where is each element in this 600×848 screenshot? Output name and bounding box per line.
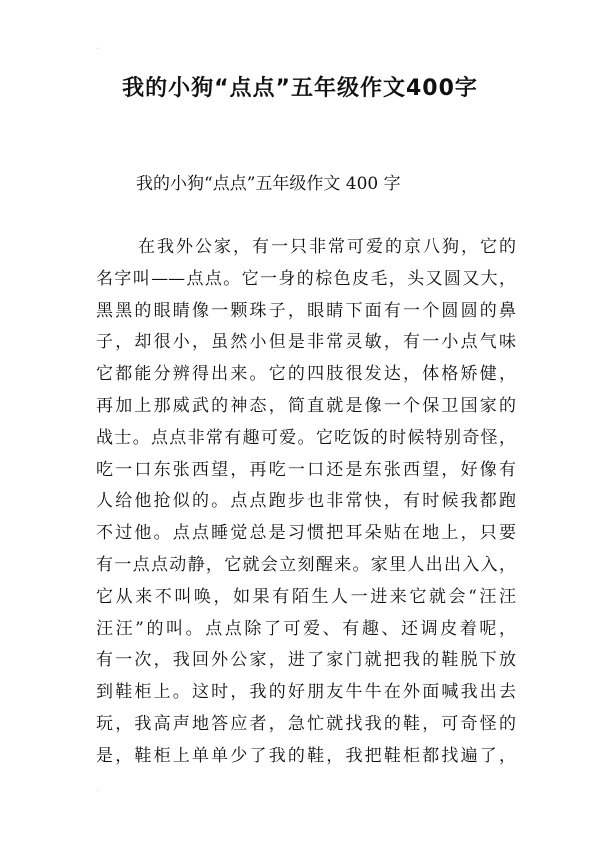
text-line: 在我外公家，有一只非常可爱的京八狗，它的 bbox=[138, 237, 516, 257]
text-line: 子，却很小，虽然小但是非常灵敏，有一小点气味 bbox=[96, 332, 516, 353]
text-line: 它都能分辨得出来。它的四肢很发达，体格矫健， bbox=[96, 364, 516, 385]
text-line: 黑黑的眼睛像一颗珠子，眼睛下面有一个圆圆的鼻 bbox=[96, 300, 516, 321]
page-corner-mark: · bbox=[96, 44, 100, 55]
text-line: 名字叫——点点。它一身的棕色皮毛，头又圆又大， bbox=[96, 268, 516, 289]
text-line: 再加上那威武的神态，简直就是像一个保卫国家的 bbox=[96, 395, 516, 416]
text-line: 是，鞋柜上单单少了我的鞋，我把鞋柜都找遍了， bbox=[96, 745, 516, 766]
text-line: 它从来不叫唤，如果有陌生人一进来它就会“汪汪 bbox=[96, 586, 516, 607]
text-line: 吃一口东张西望，再吃一口还是东张西望，好像有 bbox=[96, 459, 516, 480]
text-line: 人给他抢似的。点点跑步也非常快，有时候我都跑 bbox=[96, 491, 516, 512]
text-line: 到鞋柜上。这时，我的好朋友牛牛在外面喊我出去 bbox=[96, 682, 516, 703]
document-title: 我的小狗“点点”五年级作文400字 bbox=[122, 76, 478, 101]
text-line: 战士。点点非常有趣可爱。它吃饭的时候特别奇怪， bbox=[96, 427, 516, 448]
text-line: 不过他。点点睡觉总是习惯把耳朵贴在地上，只要 bbox=[96, 523, 516, 544]
text-line: 有一次，我回外公家，进了家门就把我的鞋脱下放 bbox=[96, 650, 516, 671]
document-subtitle: 我的小狗“点点”五年级作文 400 字 bbox=[136, 174, 401, 194]
text-line: 汪汪”的叫。点点除了可爱、有趣、还调皮着呢， bbox=[96, 618, 516, 639]
text-line: 玩，我高声地答应者，急忙就找我的鞋，可奇怪的 bbox=[96, 713, 516, 734]
text-line: 有一点点动静，它就会立刻醒来。家里人出出入入， bbox=[96, 554, 516, 575]
page-corner-mark: · bbox=[96, 786, 100, 797]
essay-body bbox=[96, 232, 516, 773]
